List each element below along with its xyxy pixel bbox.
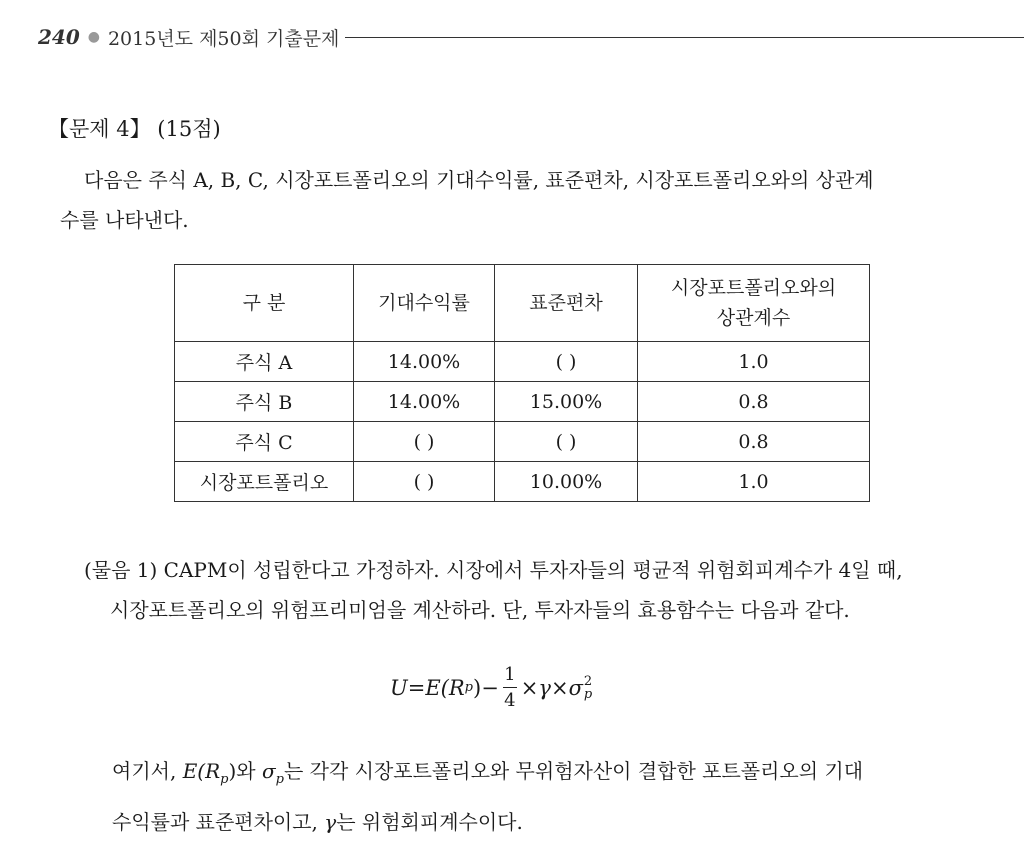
page-number: 240: [38, 25, 80, 49]
formula-fraction: [503, 664, 517, 711]
notes-text: 는 위험회피계수이다.: [336, 810, 523, 834]
formula-sub: p: [583, 686, 593, 702]
formula-gamma: γ: [538, 675, 551, 700]
table-cell: 주식 B: [175, 382, 354, 422]
table-header: 표준편차: [495, 265, 638, 342]
formula-u: U: [390, 675, 408, 700]
question-1-line-1: (물음 1) CAPM이 성립한다고 가정하자. 시장에서 투자자들의 평균적 위험회피계수가 4일 때,: [84, 558, 903, 582]
notes-line-2: [112, 801, 992, 843]
table-cell: ( ): [354, 462, 495, 502]
intro-line-1: 다음은 주식 A, B, C, 시장포트폴리오의 기대수익률, 표준편차, 시장포트폴리오와의 상관계: [84, 168, 874, 192]
fraction-numerator: 1: [504, 664, 516, 685]
table-row: [175, 422, 870, 462]
fraction-denominator: 4: [504, 690, 516, 711]
formula-times: ×: [550, 675, 569, 700]
table-cell: 0.8: [638, 422, 870, 462]
formula-close: ): [472, 675, 482, 700]
notes-math: σ: [261, 759, 276, 783]
problem-intro: [60, 160, 990, 240]
header-rule: [345, 37, 1024, 38]
table-row: [175, 462, 870, 502]
formula-sub-p: p: [464, 680, 473, 695]
formula-supsub: [584, 675, 592, 701]
formula-minus: −: [481, 675, 499, 700]
notes-text: 와: [236, 759, 262, 783]
table-cell: 1.0: [638, 462, 870, 502]
running-header: [38, 22, 1024, 52]
table-cell: ( ): [495, 342, 638, 382]
table-cell: 0.8: [638, 382, 870, 422]
table-row: [175, 382, 870, 422]
formula-e: E(R: [425, 675, 465, 700]
table-row: [175, 342, 870, 382]
table-header-line: 상관계수: [716, 307, 791, 329]
table-cell: ( ): [354, 422, 495, 462]
bullet-dot: ●: [87, 29, 100, 45]
table-header: 구 분: [175, 265, 354, 342]
fraction-bar: [503, 687, 517, 688]
notes-math: γ: [324, 810, 337, 834]
table-header: 기대수익률: [354, 265, 495, 342]
notes-math: ): [228, 759, 237, 783]
intro-line-2: 수를 나타낸다.: [60, 208, 189, 232]
notes-math: E(R: [182, 759, 221, 783]
table-cell: 시장포트폴리오: [175, 462, 354, 502]
table-cell: 10.00%: [495, 462, 638, 502]
notes-text: 는 각각 시장포트폴리오와 무위험자산이 결합한 포트폴리오의 기대: [283, 759, 864, 783]
data-table: [174, 264, 870, 502]
table-cell: 주식 C: [175, 422, 354, 462]
question-1-line-2: 시장포트폴리오의 위험프리미엄을 계산하라. 단, 투자자들의 효용함수는 다음과 같다.: [110, 598, 850, 622]
table-header-row: [175, 265, 870, 342]
formula-sigma: σ: [568, 675, 583, 700]
notes-line-1: [112, 750, 992, 801]
table-header-line: 시장포트폴리오와의: [670, 277, 837, 299]
formula-eq: =: [407, 675, 426, 700]
table-cell: 1.0: [638, 342, 870, 382]
table-header: [638, 265, 870, 342]
table-cell: 14.00%: [354, 382, 495, 422]
formula-sup: 2: [583, 673, 593, 689]
formula-times: ×: [520, 675, 539, 700]
problem-title: 【문제 4】 (15점): [48, 117, 221, 141]
table-cell: 주식 A: [175, 342, 354, 382]
question-1: [84, 550, 984, 630]
formula-notes: [112, 750, 992, 843]
table-cell: 14.00%: [354, 342, 495, 382]
table-cell: 15.00%: [495, 382, 638, 422]
notes-sub: p: [220, 772, 229, 787]
notes-sub: p: [275, 772, 284, 787]
header-title: 2015년도 제50회 기출문제: [107, 27, 340, 50]
notes-text: 수익률과 표준편차이고,: [112, 810, 325, 834]
table-cell: ( ): [495, 422, 638, 462]
notes-text: 여기서,: [112, 759, 183, 783]
utility-formula: [390, 664, 592, 711]
